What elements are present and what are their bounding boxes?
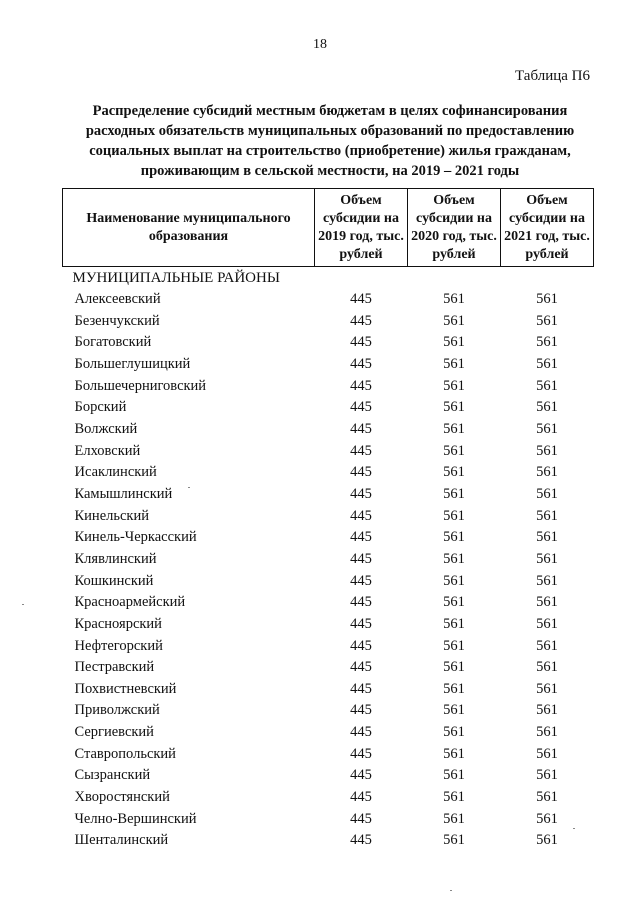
- value-2019-cell: 445: [350, 615, 372, 632]
- municipality-name-cell: Камышлинский: [74, 485, 173, 502]
- value-2019-cell: 445: [350, 594, 372, 611]
- value-2021-cell: 561: [536, 377, 558, 394]
- section-label: МУНИЦИПАЛЬНЫЕ РАЙОНЫ: [72, 270, 280, 286]
- value-2019-cell: 445: [350, 810, 372, 827]
- municipality-name-cell: Алексеевский: [74, 291, 161, 307]
- value-2021-cell: 561: [536, 832, 558, 849]
- municipality-name-cell: Богатовский: [74, 334, 152, 351]
- table-row: [63, 765, 594, 787]
- municipality-name-cell: Безенчукский: [74, 312, 160, 329]
- table-row: [63, 311, 594, 333]
- municipality-name-cell: Волжский: [74, 420, 138, 437]
- value-2021-cell: 561: [536, 637, 558, 654]
- value-2020-cell: 561: [443, 637, 465, 654]
- value-2020-cell: 561: [443, 291, 465, 307]
- value-2021-cell: 561: [536, 594, 558, 611]
- municipality-name-cell: Кинель-Черкасский: [74, 529, 197, 546]
- municipality-name-cell: Клявлинский: [74, 550, 157, 567]
- scan-speck: [188, 487, 190, 488]
- value-2019-cell: 445: [350, 637, 372, 654]
- municipality-name-cell: Красноярский: [74, 615, 162, 632]
- municipality-name-cell: Исаклинский: [74, 464, 157, 481]
- value-2019-cell: 445: [350, 485, 372, 502]
- table-row: [63, 722, 594, 744]
- value-2021-cell: 561: [536, 420, 558, 437]
- value-2020-cell: 561: [443, 724, 465, 741]
- municipality-name-cell: Похвистневский: [74, 680, 177, 697]
- table-row: [63, 614, 594, 636]
- value-2020-cell: 561: [443, 789, 465, 806]
- value-2021-cell: 561: [536, 745, 558, 762]
- value-2020-cell: 561: [443, 464, 465, 481]
- subsidy-table: [62, 188, 594, 852]
- value-2020-cell: 561: [443, 702, 465, 719]
- value-2019-cell: 445: [350, 442, 372, 459]
- municipality-name-cell: Кошкинский: [74, 572, 154, 589]
- value-2020-cell: 561: [443, 485, 465, 502]
- title-line: расходных обязательств муниципальных образований по предоставлению: [85, 123, 575, 139]
- table-row: [63, 484, 594, 506]
- value-2021-cell: 561: [536, 399, 558, 416]
- value-2021-cell: 561: [536, 442, 558, 459]
- value-2020-cell: 561: [443, 420, 465, 437]
- value-2019-cell: 445: [350, 702, 372, 719]
- table-row: [63, 527, 594, 549]
- value-2019-cell: 445: [350, 464, 372, 481]
- title-line: социальных выплат на строительство (приобретение) жилья гражданам,: [89, 143, 571, 159]
- municipality-name-cell: Приволжский: [74, 702, 160, 719]
- scan-speck: [22, 604, 24, 605]
- value-2020-cell: 561: [443, 832, 465, 849]
- value-2021-cell: 561: [536, 789, 558, 806]
- page-number: 18: [313, 37, 327, 52]
- value-2020-cell: 561: [443, 529, 465, 546]
- value-2021-cell: 561: [536, 680, 558, 697]
- value-2021-cell: 561: [536, 767, 558, 784]
- table-row: [63, 571, 594, 593]
- value-2019-cell: 445: [350, 680, 372, 697]
- table-row: [63, 830, 594, 852]
- value-2020-cell: 561: [443, 594, 465, 611]
- value-2019-cell: 445: [350, 334, 372, 351]
- municipality-name-cell: Нефтегорский: [74, 637, 163, 654]
- value-2019-cell: 445: [350, 745, 372, 762]
- table-row: [63, 332, 594, 354]
- value-2019-cell: 445: [350, 355, 372, 372]
- value-2020-cell: 561: [443, 572, 465, 589]
- municipality-name-cell: Хворостянский: [74, 789, 170, 806]
- municipality-name-cell: Борский: [74, 399, 127, 416]
- header-2019: Объем субсидии на 2019 год, тыс. рублей: [315, 189, 408, 267]
- value-2020-cell: 561: [443, 810, 465, 827]
- value-2019-cell: 445: [350, 420, 372, 437]
- value-2021-cell: 561: [536, 702, 558, 719]
- value-2019-cell: 445: [350, 659, 372, 676]
- value-2021-cell: 561: [536, 355, 558, 372]
- value-2019-cell: 445: [350, 291, 372, 307]
- value-2019-cell: 445: [350, 767, 372, 784]
- value-2019-cell: 445: [350, 789, 372, 806]
- value-2019-cell: 445: [350, 312, 372, 329]
- title-line: Распределение субсидий местным бюджетам в целях софинансирования: [92, 103, 568, 119]
- value-2019-cell: 445: [350, 832, 372, 849]
- scan-speck: [450, 890, 452, 891]
- table-row: [63, 657, 594, 679]
- section-row: [63, 267, 594, 290]
- value-2021-cell: 561: [536, 810, 558, 827]
- table-row: [63, 289, 594, 311]
- value-2021-cell: 561: [536, 464, 558, 481]
- value-2021-cell: 561: [536, 334, 558, 351]
- value-2021-cell: 561: [536, 615, 558, 632]
- table-row: [63, 376, 594, 398]
- table-row: [63, 744, 594, 766]
- value-2020-cell: 561: [443, 659, 465, 676]
- municipality-name-cell: Пестравский: [74, 659, 155, 676]
- table-row: [63, 636, 594, 658]
- municipality-name-cell: Челно-Вершинский: [74, 810, 197, 827]
- municipality-name-cell: Большечерниговский: [74, 377, 207, 394]
- table-row: [63, 787, 594, 809]
- value-2021-cell: 561: [536, 659, 558, 676]
- value-2019-cell: 445: [350, 572, 372, 589]
- table-row: [63, 549, 594, 571]
- value-2019-cell: 445: [350, 529, 372, 546]
- subsidy-table-container: [62, 188, 594, 852]
- value-2020-cell: 561: [443, 334, 465, 351]
- value-2021-cell: 561: [536, 507, 558, 524]
- header-2021: Объем субсидии на 2021 год, тыс. рублей: [501, 189, 594, 267]
- title-line: проживающим в сельской местности, на 2019 – 2021 годы: [140, 163, 520, 179]
- table-row: [63, 506, 594, 528]
- value-2020-cell: 561: [443, 615, 465, 632]
- value-2021-cell: 561: [536, 550, 558, 567]
- value-2020-cell: 561: [443, 550, 465, 567]
- value-2020-cell: 561: [443, 377, 465, 394]
- table-row: [63, 592, 594, 614]
- table-label: Таблица П6: [515, 68, 590, 84]
- value-2019-cell: 445: [350, 399, 372, 416]
- value-2021-cell: 561: [536, 572, 558, 589]
- value-2019-cell: 445: [350, 550, 372, 567]
- table-row: [63, 462, 594, 484]
- value-2019-cell: 445: [350, 724, 372, 741]
- header-2020: Объем субсидии на 2020 год, тыс. рублей: [408, 189, 501, 267]
- value-2019-cell: 445: [350, 507, 372, 524]
- value-2020-cell: 561: [443, 399, 465, 416]
- table-row: [63, 809, 594, 831]
- table-row: [63, 700, 594, 722]
- value-2020-cell: 561: [443, 507, 465, 524]
- municipality-name-cell: Ставропольский: [74, 745, 176, 762]
- municipality-name-cell: Большеглушицкий: [74, 355, 191, 372]
- value-2020-cell: 561: [443, 745, 465, 762]
- municipality-name-cell: Красноармейский: [74, 594, 186, 611]
- value-2019-cell: 445: [350, 377, 372, 394]
- value-2021-cell: 561: [536, 312, 558, 329]
- municipality-name-cell: Шенталинский: [74, 832, 169, 849]
- header-row: [63, 189, 594, 267]
- table-body: [63, 267, 594, 853]
- municipality-name-cell: Сергиевский: [74, 724, 154, 741]
- value-2020-cell: 561: [443, 355, 465, 372]
- table-row: [63, 441, 594, 463]
- table-row: [63, 397, 594, 419]
- value-2021-cell: 561: [536, 485, 558, 502]
- table-header: [63, 189, 594, 267]
- value-2020-cell: 561: [443, 680, 465, 697]
- value-2021-cell: 561: [536, 529, 558, 546]
- document-title: [60, 101, 600, 181]
- table-row: [63, 354, 594, 376]
- municipality-name-cell: Сызранский: [74, 767, 151, 784]
- value-2020-cell: 561: [443, 312, 465, 329]
- value-2020-cell: 561: [443, 442, 465, 459]
- value-2021-cell: 561: [536, 291, 558, 307]
- value-2020-cell: 561: [443, 767, 465, 784]
- municipality-name-cell: Елховский: [74, 442, 141, 459]
- table-row: [63, 419, 594, 441]
- scan-speck: [573, 828, 575, 829]
- header-municipality: Наименование муниципального образования: [63, 189, 315, 267]
- value-2021-cell: 561: [536, 724, 558, 741]
- municipality-name-cell: Кинельский: [74, 507, 149, 524]
- table-row: [63, 679, 594, 701]
